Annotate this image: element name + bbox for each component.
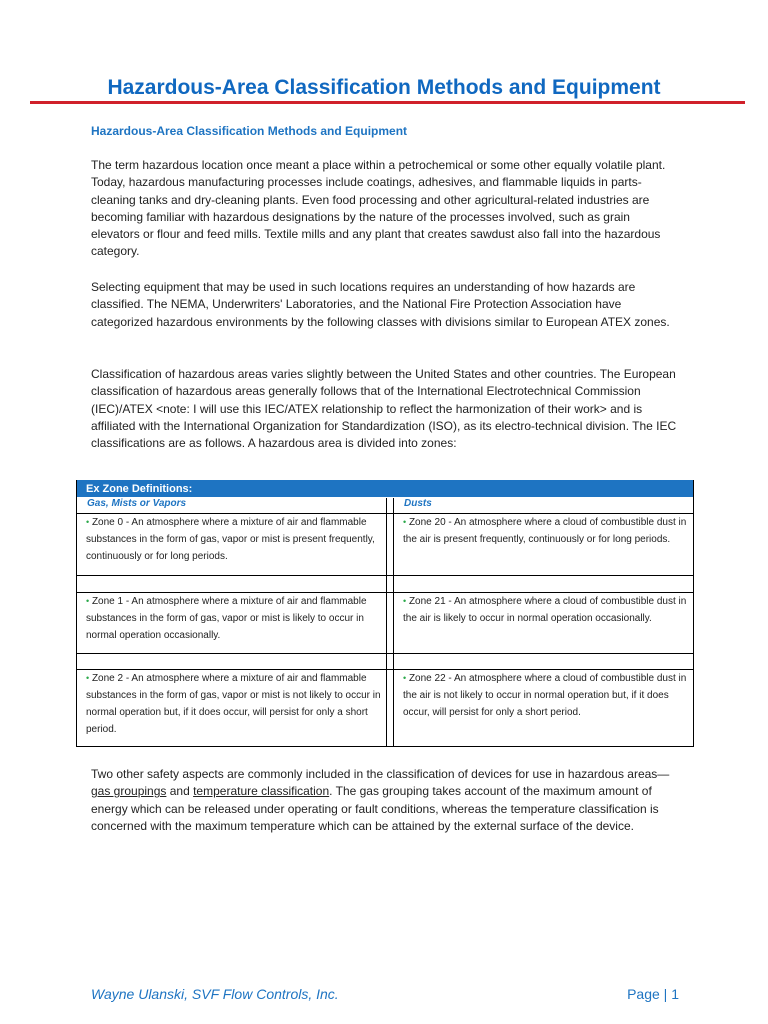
page-number: Page | 1: [627, 986, 679, 1002]
zone-2-cell: [86, 670, 382, 738]
zone-1-cell: [86, 593, 382, 644]
title-rule: [30, 101, 745, 104]
paragraph-intro: The term hazardous location once meant a place within a petrochemical or some other equally volatile plant. Today, hazardous manufacturing processes include coatings, adhesives, and flammable liquids in parts-cleaning tanks and dry-cleaning plants. Even food processing and other agricultural-related industries are becoming familiar with hazardous designations by the nature of the processes involved, such as grain elevators or flour and feed mills. Textile mills and any plant that creates sawdust also fall into the hazardous category.: [91, 158, 666, 259]
bullet-icon: •: [403, 673, 407, 683]
table-divider: [386, 498, 387, 746]
bullet-icon: •: [86, 517, 90, 527]
bullet-icon: •: [86, 673, 90, 683]
zone-21-cell: [403, 593, 687, 627]
p4-text-end: . The gas grouping takes account of the maximum amount of energy which can be released under operating or fault conditions, whereas the temperature classification is concerned with the maximum temperature which can be attained by the external surface of the device.: [91, 784, 659, 833]
table-rule: [77, 575, 693, 576]
ex-zone-table: [76, 480, 694, 747]
zone-22-text: Zone 22 - An atmosphere where a cloud of combustible dust in the air is not likely to occur in normal operation but, if it does occur, will persist for only a short period.: [403, 673, 687, 718]
column-header-gas: Gas, Mists or Vapors: [87, 498, 187, 509]
paragraph-classes: Selecting equipment that may be used in such locations requires an understanding of how hazards are classified. The NEMA, Underwriters' Laboratories, and the National Fire Protection Association have categorized hazardous environments by the following classes with divisions similar to European ATEX zones.: [91, 280, 670, 329]
table-heading: Ex Zone Definitions:: [77, 480, 693, 497]
table-rule: [77, 653, 693, 654]
temperature-classification-link[interactable]: temperature classification: [193, 784, 330, 799]
bullet-icon: •: [403, 517, 407, 527]
document-title: Hazardous-Area Classification Methods and Equipment: [107, 76, 661, 99]
zone-22-cell: [403, 670, 687, 721]
zone-20-text: Zone 20 - An atmosphere where a cloud of combustible dust in the air is present frequently, continuously or for long periods.: [403, 517, 687, 545]
zone-1-text: Zone 1 - An atmosphere where a mixture of air and flammable substances in the form of gas, vapor or mist is likely to occur in normal operation occasionally.: [86, 596, 367, 641]
footer-author: Wayne Ulanski, SVF Flow Controls, Inc.: [91, 986, 339, 1002]
bullet-icon: •: [86, 596, 90, 606]
section-heading: Hazardous-Area Classification Methods and Equipment: [91, 124, 408, 138]
zone-0-cell: [86, 514, 382, 565]
gas-groupings-link[interactable]: gas groupings: [91, 784, 167, 799]
paragraph-iec: Classification of hazardous areas varies slightly between the United States and other countries. The European classification of hazardous areas generally follows that of the International Electrotechnical Commission (IEC)/ATEX <note: I will use this IEC/ATEX relationship to reflect the harmonization of their work> and is affiliated with the International Organization for Standardization (ISO), as its electro-technical division. The IEC classifications are as follows. A hazardous area is divided into zones:: [91, 367, 677, 451]
p4-text-and: and: [166, 784, 194, 799]
table-divider: [393, 498, 394, 746]
paragraph-safety-aspects: [91, 766, 681, 835]
bullet-icon: •: [403, 596, 407, 606]
zone-0-text: Zone 0 - An atmosphere where a mixture of air and flammable substances in the form of gas, vapor or mist is present frequently, continuously or for long periods.: [86, 517, 375, 562]
zone-21-text: Zone 21 - An atmosphere where a cloud of combustible dust in the air is likely to occur in normal operation occasionally.: [403, 596, 687, 624]
zone-2-text: Zone 2 - An atmosphere where a mixture of air and flammable substances in the form of gas, vapor or mist is not likely to occur in normal operation but, if it does occur, will persist for only a short period.: [86, 673, 381, 735]
column-header-dusts: Dusts: [404, 498, 432, 509]
p4-text-start: Two other safety aspects are commonly included in the classification of devices for use in hazardous areas—: [91, 767, 670, 781]
zone-20-cell: [403, 514, 687, 548]
